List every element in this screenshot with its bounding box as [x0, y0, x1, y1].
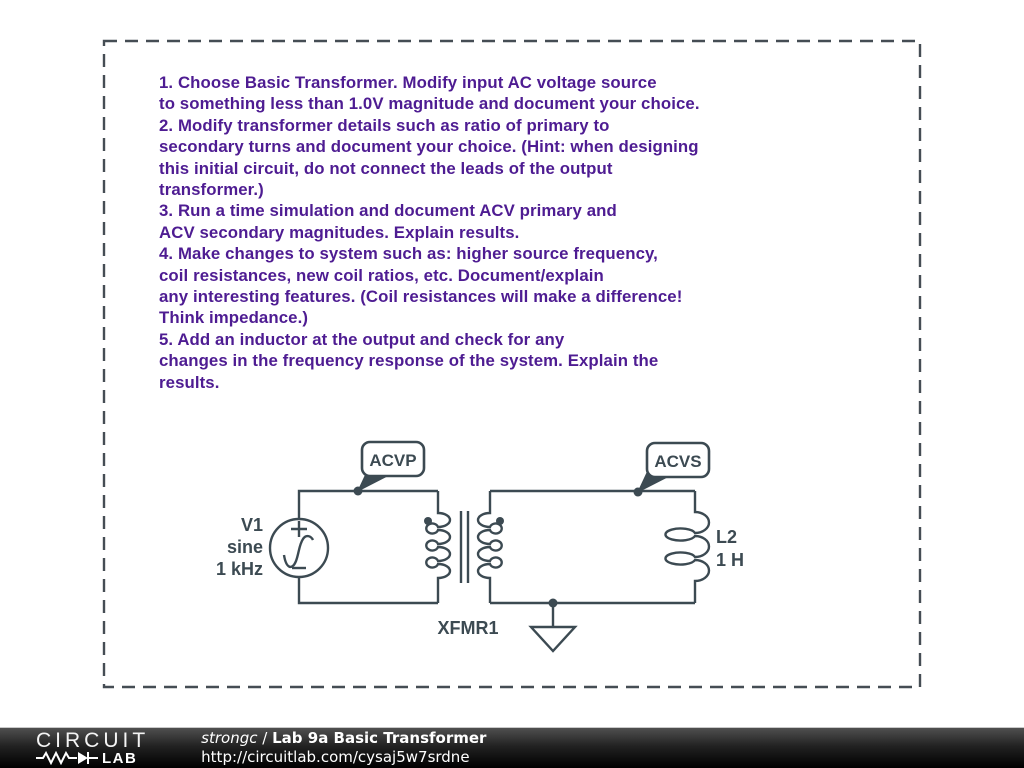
instruction-line: 2. Modify transformer details such as ratio of primary to — [159, 115, 610, 135]
voltage-source-v1[interactable] — [270, 519, 328, 577]
instruction-line: changes in the frequency response of the system. Explain the — [159, 351, 659, 371]
instruction-line: this initial circuit, do not connect the leads of the output — [159, 158, 613, 178]
logo-text-circuit: CIRCUIT — [36, 728, 150, 752]
transformer-name-label: XFMR1 — [437, 618, 499, 638]
footer-bar — [0, 727, 1024, 768]
inductor-l2[interactable] — [665, 491, 709, 603]
instruction-line: 4. Make changes to system such as: higher source frequency, — [159, 244, 658, 264]
probe-flag-acvs[interactable] — [634, 443, 710, 497]
instruction-line: 1. Choose Basic Transformer. Modify input AC voltage source — [159, 73, 657, 92]
source-waveform-label: sine — [226, 537, 263, 557]
instruction-line: transformer.) — [159, 180, 264, 200]
phase-dot-primary — [424, 517, 432, 525]
author-name: strongc — [201, 729, 258, 747]
wire — [299, 491, 438, 519]
inductor-value-label: 1 H — [716, 550, 745, 570]
footer-meta — [201, 729, 486, 767]
instruction-line: 5. Add an inductor at the output and check for any — [159, 329, 565, 349]
instruction-line: any interesting features. (Coil resistances will make a difference! — [159, 287, 683, 307]
instruction-line: coil resistances, new coil ratios, etc. Document/explain — [159, 265, 604, 285]
instruction-line: results. — [159, 372, 220, 392]
logo-text-lab: LAB — [102, 749, 138, 767]
instruction-line: 3. Run a time simulation and document ACV primary and — [159, 201, 617, 221]
source-name-label: V1 — [240, 515, 263, 535]
source-frequency-label: 1 kHz — [215, 559, 263, 579]
probe-label: ACVP — [369, 451, 417, 470]
circuitlab-logo — [36, 728, 150, 767]
secondary-winding — [478, 491, 502, 603]
footer-title-line — [201, 729, 486, 748]
probe-flag-acvp[interactable] — [354, 442, 425, 496]
instruction-line: Think impedance.) — [159, 308, 309, 328]
separator: / — [262, 729, 268, 747]
transformer-core — [461, 511, 468, 583]
instruction-line: secondary turns and document your choice. (Hint: when designing — [159, 137, 699, 157]
instruction-line: to something less than 1.0V magnitude and document your choice. — [159, 94, 700, 114]
probe-label: ACVS — [654, 452, 702, 471]
wire — [299, 577, 438, 603]
instruction-line: ACV secondary magnitudes. Explain results. — [159, 222, 520, 242]
resistor-diode-icon — [36, 751, 100, 765]
ground-triangle-icon — [531, 627, 575, 651]
schematic-title: Lab 9a Basic Transformer — [272, 729, 487, 747]
transformer-xfmr1[interactable] — [424, 491, 504, 603]
schematic-url: http://circuitlab.com/cysaj5w7srdne — [201, 748, 470, 766]
phase-dot-secondary — [496, 517, 504, 525]
instructions-text — [159, 72, 759, 393]
ground-symbol[interactable] — [531, 599, 575, 652]
primary-winding — [426, 491, 450, 603]
inductor-name-label: L2 — [716, 527, 738, 547]
inductor-coil — [665, 491, 709, 603]
